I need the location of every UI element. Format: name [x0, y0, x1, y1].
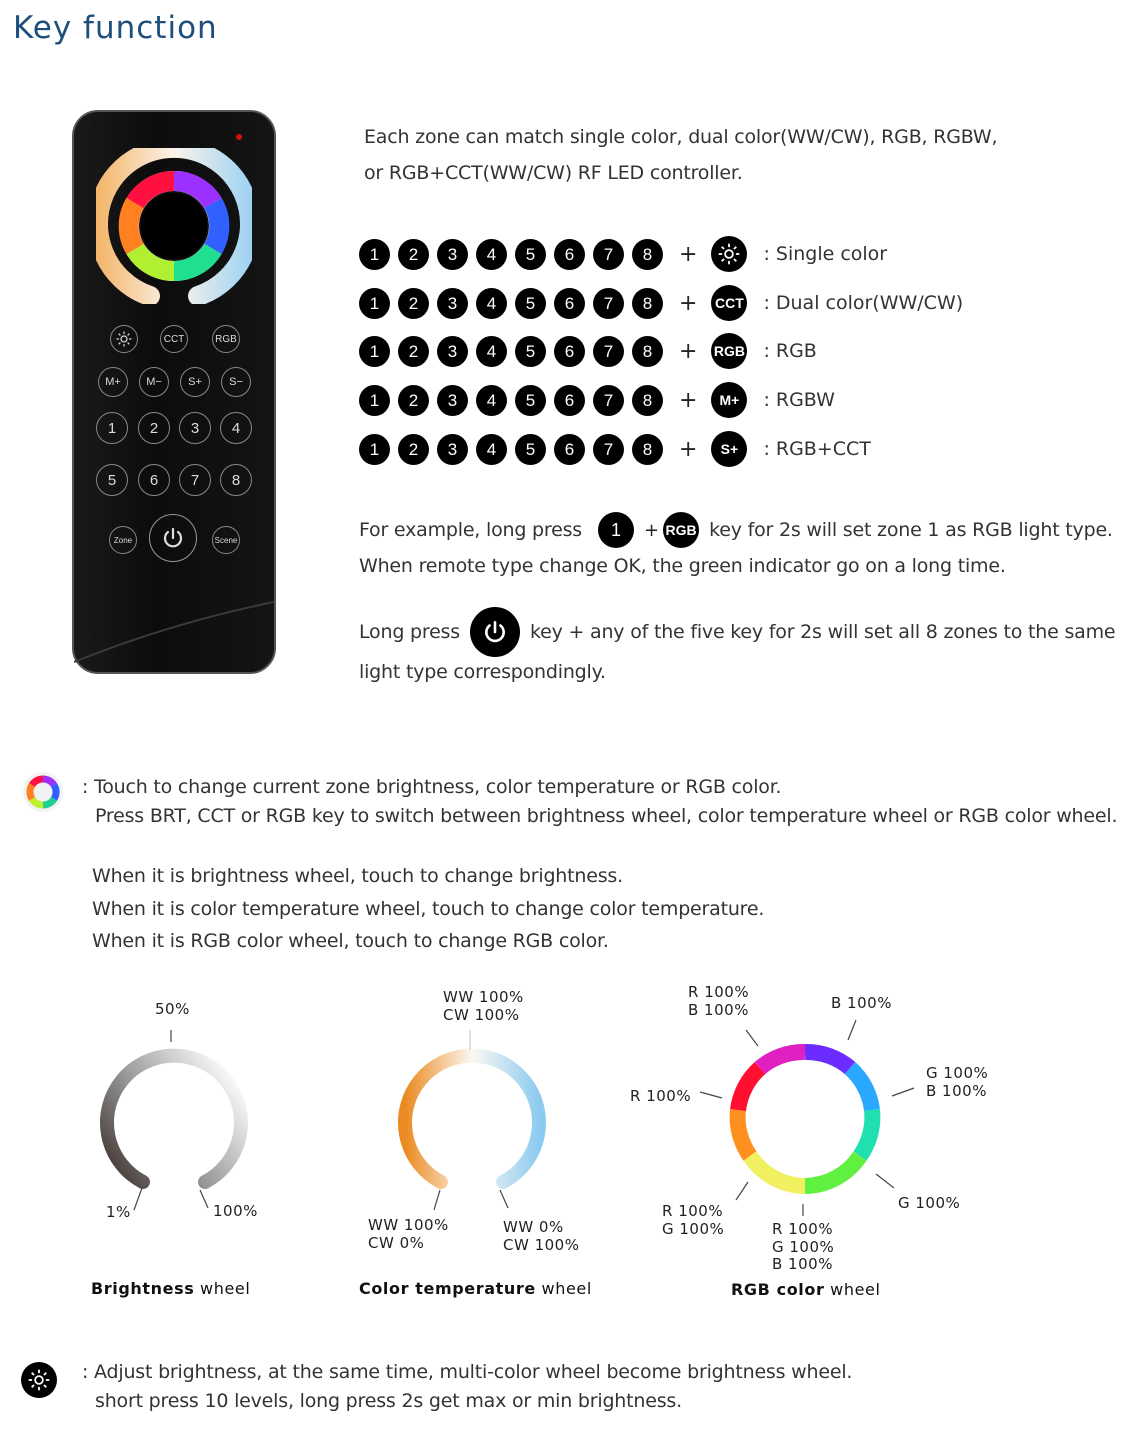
m-plus-key-badge: M+ [711, 382, 747, 418]
color-wheel-touch-ring[interactable] [96, 148, 252, 304]
zone-badge: 4 [476, 336, 507, 367]
zone-badge: 8 [632, 288, 663, 319]
example-post: key for 2s will set zone 1 as RGB light type. [709, 518, 1113, 541]
cct-left-ww: WW 100% [368, 1216, 449, 1234]
zone-badge: 3 [437, 385, 468, 416]
remote-control [72, 110, 276, 674]
caption-rest: wheel [194, 1279, 251, 1298]
combo-label: : RGB+CCT [763, 438, 871, 460]
zone-key-3[interactable]: 3 [179, 412, 211, 444]
zone-badge: 4 [476, 385, 507, 416]
intro-line-1: Each zone can match single color, dual color(WW/CW), RGB, RGBW, [364, 126, 998, 148]
zone-key-7[interactable]: 7 [179, 464, 211, 496]
cct-key[interactable]: CCT [160, 325, 188, 353]
brightness-50-label: 50% [155, 1000, 190, 1018]
zone-badge: 5 [515, 434, 546, 465]
example-line-1 [359, 512, 1113, 548]
zone-badge: 7 [593, 385, 624, 416]
power-icon [482, 619, 508, 645]
zone-badge: 5 [515, 336, 546, 367]
zone-badge: 1 [359, 239, 390, 270]
rgb-key[interactable]: RGB [212, 325, 240, 353]
combo-label: : Single color [763, 243, 888, 265]
remote-bottom-curve [74, 582, 274, 672]
zone-badge: 2 [398, 434, 429, 465]
zone-badge: 3 [437, 239, 468, 270]
m-minus-key[interactable]: M− [139, 367, 169, 397]
zone-badge: 1 [359, 385, 390, 416]
power-key[interactable] [149, 514, 197, 562]
plus-sign: + [643, 519, 660, 541]
brightness-wheel-caption [91, 1279, 250, 1298]
zone-badge: 5 [515, 288, 546, 319]
sun-icon [116, 331, 132, 347]
zone-badge: 6 [554, 385, 585, 416]
rgb-rb-b: B 100% [688, 1001, 749, 1019]
s-minus-key[interactable]: S− [221, 367, 251, 397]
zone-badge: 3 [437, 434, 468, 465]
brightness-key-badge [711, 236, 747, 272]
combo-label: : RGB [763, 340, 817, 362]
zone-badge: 8 [632, 434, 663, 465]
wheel-note-line-5: When it is RGB color wheel, touch to change RGB color. [92, 930, 609, 952]
example-line-2: When remote type change OK, the green indicator go on a long time. [359, 555, 1006, 577]
rgb-wheel-graphic [690, 1010, 930, 1230]
rgb-r-label: R 100% [630, 1087, 692, 1105]
brt-note-line-2: short press 10 levels, long press 2s get max or min brightness. [95, 1390, 682, 1412]
zone-badge: 3 [437, 336, 468, 367]
caption-bold: Color temperature [359, 1279, 536, 1298]
zone-key-4[interactable]: 4 [220, 412, 252, 444]
cct-key-badge: CCT [711, 285, 747, 321]
brightness-key-icon [21, 1362, 57, 1398]
cct-right-ww: WW 0% [503, 1218, 564, 1236]
zone-badge: 5 [515, 239, 546, 270]
power-key-badge [470, 607, 520, 657]
zone-key[interactable]: Zone [109, 526, 137, 554]
zone-badge: 8 [632, 385, 663, 416]
caption-rest: wheel [535, 1279, 592, 1298]
cct-right-cw: CW 100% [503, 1236, 580, 1254]
brightness-key[interactable] [110, 325, 138, 353]
power-note-line-2: light type correspondingly. [359, 661, 606, 683]
cct-wheel-graphic [378, 1030, 568, 1220]
zone-key-2[interactable]: 2 [138, 412, 170, 444]
combo-row-rgbw [359, 383, 835, 417]
power-note-line-1 [359, 607, 1115, 657]
rgb-rg-r: R 100% [662, 1202, 724, 1220]
rgb-gb-b: B 100% [926, 1082, 987, 1100]
zone-key-1[interactable]: 1 [96, 412, 128, 444]
example-pre: For example, long press [359, 518, 582, 541]
zone-badge: 4 [476, 239, 507, 270]
zone-badge: 6 [554, 434, 585, 465]
rgb-rb-r: R 100% [688, 983, 750, 1001]
wheel-note-line-1: : Touch to change current zone brightness, color temperature or RGB color. [82, 776, 782, 798]
zone-key-8[interactable]: 8 [220, 464, 252, 496]
m-plus-key[interactable]: M+ [98, 367, 128, 397]
zone-badge: 6 [554, 336, 585, 367]
zone-badge: 2 [398, 385, 429, 416]
plus-sign: + [679, 241, 698, 267]
rgb-b-label: B 100% [831, 994, 892, 1012]
plus-sign: + [679, 436, 698, 462]
rgb-wheel-caption [731, 1280, 881, 1299]
zone-badge: 5 [515, 385, 546, 416]
zone-badge: 3 [437, 288, 468, 319]
brightness-100-label: 100% [213, 1202, 258, 1220]
zone-badge: 4 [476, 434, 507, 465]
power-note-pre: Long press [359, 620, 460, 643]
sun-icon [28, 1369, 50, 1391]
cct-wheel-caption [359, 1279, 592, 1298]
s-plus-key[interactable]: S+ [180, 367, 210, 397]
zone-badge: 1 [359, 288, 390, 319]
indicator-led [236, 134, 242, 140]
zone-badge: 1 [598, 512, 634, 548]
zone-badge: 4 [476, 288, 507, 319]
combo-row-rgb [359, 334, 817, 368]
combo-label: : Dual color(WW/CW) [763, 292, 964, 314]
power-note-post: key + any of the five key for 2s will set all 8 zones to the same [529, 620, 1116, 643]
zone-badge: 2 [398, 288, 429, 319]
zone-badge: 8 [632, 336, 663, 367]
cct-top-ww: WW 100% [443, 988, 524, 1006]
plus-sign: + [679, 290, 698, 316]
zone-badge: 2 [398, 239, 429, 270]
zone-badge: 7 [593, 288, 624, 319]
wheel-note-line-3: When it is brightness wheel, touch to change brightness. [92, 865, 623, 887]
plus-sign: + [679, 387, 698, 413]
wheel-note-line-4: When it is color temperature wheel, touch to change color temperature. [92, 898, 765, 920]
cct-top-cw: CW 100% [443, 1006, 520, 1024]
zone-badge: 1 [359, 336, 390, 367]
caption-bold: Brightness [91, 1279, 195, 1298]
zone-badge: 7 [593, 336, 624, 367]
rgb-gb-g: G 100% [926, 1064, 989, 1082]
wheel-note-line-2: Press BRT, CCT or RGB key to switch between brightness wheel, color temperature wheel or RGB color wheel. [95, 805, 1118, 827]
combo-row-rgbcct [359, 432, 871, 466]
s-plus-key-badge: S+ [711, 431, 747, 467]
cct-left-cw: CW 0% [368, 1234, 425, 1252]
zone-badge: 7 [593, 434, 624, 465]
brt-note-line-1: : Adjust brightness, at the same time, multi-color wheel become brightness wheel. [82, 1361, 853, 1383]
rgb-g-label: G 100% [898, 1194, 961, 1212]
rgb-rg-g: G 100% [662, 1220, 725, 1238]
rgb-key-badge: RGB [711, 333, 747, 369]
caption-bold: RGB color [731, 1280, 825, 1299]
caption-rest: wheel [824, 1280, 881, 1299]
zone-badge: 7 [593, 239, 624, 270]
page-title: Key function [13, 10, 218, 46]
zone-key-6[interactable]: 6 [138, 464, 170, 496]
combo-label: : RGBW [763, 389, 835, 411]
plus-sign: + [679, 338, 698, 364]
brightness-1-label: 1% [106, 1203, 131, 1221]
zone-badge: 1 [359, 434, 390, 465]
rgb-key-badge: RGB [663, 512, 699, 548]
color-wheel-icon [22, 771, 64, 813]
power-icon [161, 526, 185, 550]
rgb-rgb-r: R 100% [772, 1220, 834, 1238]
rgb-rgb-b: B 100% [772, 1255, 833, 1273]
brightness-wheel-graphic [80, 1030, 270, 1220]
sun-icon [718, 243, 740, 265]
combo-row-dual [359, 286, 963, 320]
zone-badge: 6 [554, 288, 585, 319]
combo-row-single [359, 237, 887, 271]
zone-badge: 8 [632, 239, 663, 270]
rgb-rgb-g: G 100% [772, 1238, 835, 1256]
zone-key-5[interactable]: 5 [96, 464, 128, 496]
intro-line-2: or RGB+CCT(WW/CW) RF LED controller. [364, 162, 743, 184]
scene-key[interactable]: Scene [212, 526, 240, 554]
zone-badge: 6 [554, 239, 585, 270]
zone-badge: 2 [398, 336, 429, 367]
